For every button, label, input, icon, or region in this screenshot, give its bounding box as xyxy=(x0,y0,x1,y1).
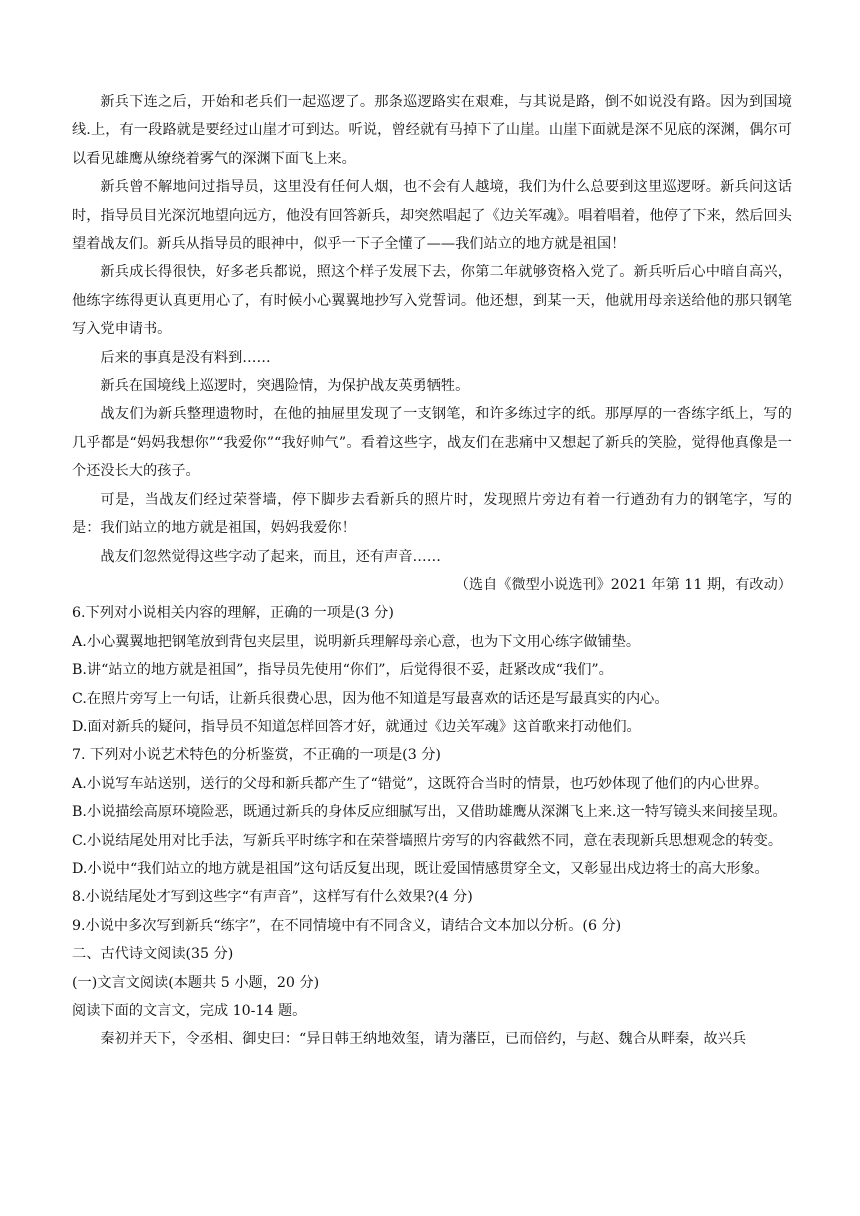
question-7-option-a: A.小说写车站送别，送行的父母和新兵都产生了“错觉”，这既符合当时的情景，也巧妙体现了他们的内心世界。 xyxy=(72,775,769,792)
section-2-instruction: 阅读下面的文言文，完成 10-14 题。 xyxy=(72,1003,307,1019)
question-8: 8.小说结尾处才写到这些字“有声音”，这样写有什么效果?(4 分) xyxy=(72,889,473,906)
story-paragraph: 新兵成长得很快，好多老兵都说，照这个样子发展下去，你第二年就够资格入党了。新兵听后心中暗自高兴，他练字练得更认真更用心了，有时候小心翼翼地抄写入党誓词。他还想，到某一天，他就用母亲送给他的那只钢笔写入党申请书。 xyxy=(72,264,792,338)
question-7-option-b: B.小说描绘高原环境险恶，既通过新兵的身体反应细腻写出，又借助雄鹰从深渊飞上来.这一特写镜头来间接呈现。 xyxy=(72,804,787,821)
story-paragraph: 新兵曾不解地问过指导员，这里没有任何人烟，也不会有人越境，我们为什么总要到这里巡逻呀。新兵问这话时，指导员目光深沉地望向远方，他没有回答新兵，却突然唱起了《边关军魂》。唱着唱着，他停了下来，然后回头望着战友们。新兵从指导员的眼神中，似乎一下子全懂了——我们站立的地方就是祖国！ xyxy=(72,179,792,253)
section-2-heading: 二、古代诗文阅读(35 分) xyxy=(72,946,234,963)
story-paragraph: 新兵下连之后，开始和老兵们一起巡逻了。那条巡逻路实在艰难，与其说是路，倒不如说没有路。因为到国境线.上，有一段路就是要经过山崖才可到达。听说，曾经就有马掉下了山崖。山崖下面就是深不见底的深渊，偶尔可以看见雄鹰从缭绕着雾气的深渊下面飞上来。 xyxy=(72,94,792,167)
question-6-option-c: C.在照片旁写上一句话，让新兵很费心思，因为他不知道是写最喜欢的话还是写最真实的内心。 xyxy=(72,690,669,707)
story-paragraph: 后来的事真是没有料到…… xyxy=(100,349,271,366)
question-9: 9.小说中多次写到新兵“练字”，在不同情境中有不同含义，请结合文本加以分析。(6 分) xyxy=(72,917,622,934)
question-6-option-a: A.小心翼翼地把钢笔放到背包夹层里，说明新兵理解母亲心意，也为下文用心练字做铺垫。 xyxy=(72,633,641,650)
question-6: 6.下列对小说相关内容的理解，正确的一项是(3 分) xyxy=(72,605,394,622)
question-6-option-d: D.面对新兵的疑问，指导员不知道怎样回答才好，就通过《边关军魂》这首歌来打动他们。 xyxy=(72,718,641,735)
section-2-subheading: (一)文言文阅读(本题共 5 小题，20 分) xyxy=(72,974,320,991)
question-7: 7. 下列对小说艺术特色的分析鉴赏，不正确的一项是(3 分) xyxy=(72,747,441,764)
question-7-option-d: D.小说中“我们站立的地方就是祖国”这句话反复出现，既让爱国情感贯穿全文，又彰显出戍边将士的高大形象。 xyxy=(72,860,769,877)
question-6-option-b: B.讲“站立的地方就是祖国”，指导员先使用“你们”，后觉得很不妥，赶紧改成“我们”。 xyxy=(72,662,613,679)
story-paragraph: 战友们为新兵整理遗物时，在他的抽屉里发现了一支钢笔，和许多练过字的纸。那厚厚的一沓练字纸上，写的几乎都是“妈妈我想你”“我爱你”“我好帅气”。看着这些字，战友们在悲痛中又想起了新兵的笑脸，觉得他真像是一个还没长大的孩子。 xyxy=(72,406,792,480)
story-paragraph: 新兵在国境线上巡逻时，突遇险情，为保护战友英勇牺牲。 xyxy=(100,378,470,395)
story-paragraph: 可是，当战友们经过荣誉墙，停下脚步去看新兵的照片时，发现照片旁边有着一行遒劲有力的钢笔字，写的是：我们站立的地方就是祖国，妈妈我爱你！ xyxy=(72,491,792,537)
story-paragraph: 战友们忽然觉得这些字动了起来，而且，还有声音…… xyxy=(100,548,441,565)
classical-text-paragraph: 秦初并天下，令丞相、御史曰：“异日韩王纳地效玺，请为藩臣，已而倍约，与赵、魏合从畔秦，故兴兵 xyxy=(100,1031,747,1048)
question-7-option-c: C.小说结尾处用对比手法，写新兵平时练字和在荣誉墙照片旁写的内容截然不同，意在表现新兵思想观念的转变。 xyxy=(72,832,783,849)
source-citation: （选自《微型小说选刊》2021 年第 11 期，有改动） xyxy=(454,576,792,593)
